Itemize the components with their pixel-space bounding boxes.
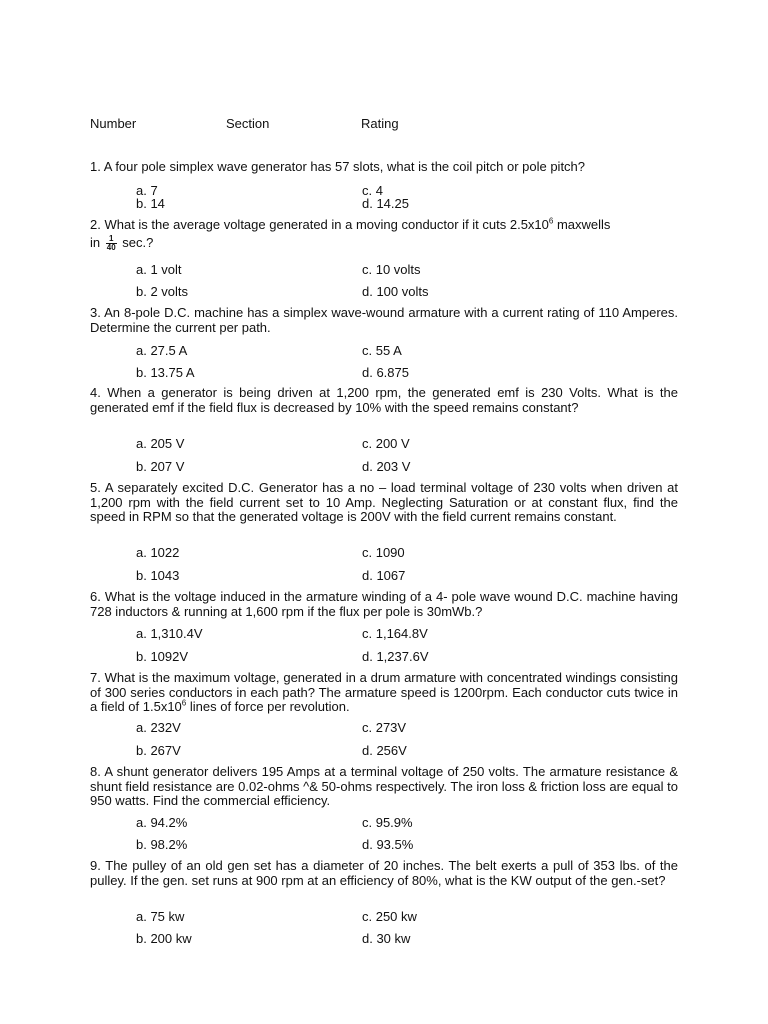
question-7	[90, 671, 678, 715]
q8-option-d: d. 93.5%	[362, 837, 414, 852]
q5-option-b: b. 1043	[136, 568, 180, 583]
question-1	[90, 160, 678, 175]
question-text: The pulley of an old gen set has a diameter of 20 inches. The belt exerts a pull of 353 lbs. of the pulley. If the gen. set runs at 900 rpm at an efficiency of 80%, what is the KW output of the gen.-set?	[90, 858, 679, 888]
q6-option-c: c. 1,164.8V	[362, 626, 428, 641]
q2-option-d: d. 100 volts	[362, 284, 429, 299]
question-text: What is the voltage induced in the armature winding of a 4- pole wave wound D.C. machine having 728 inductors & running at 1,600 rpm if the flux per pole is 30mWb.?	[90, 589, 678, 619]
q1-option-a: a. 7	[136, 183, 158, 198]
question-number: 3.	[90, 305, 101, 320]
question-text-mid: maxwells	[553, 217, 611, 232]
question-number: 5.	[90, 480, 101, 495]
q4-option-c: c. 200 V	[362, 436, 410, 451]
q1-option-c: c. 4	[362, 183, 383, 198]
q9-option-d: d. 30 kw	[362, 931, 411, 946]
rating-label: Rating	[361, 116, 399, 131]
q3-option-c: c. 55 A	[362, 343, 402, 358]
q8-option-b: b. 98.2%	[136, 837, 188, 852]
q3-option-a: a. 27.5 A	[136, 343, 188, 358]
question-9	[90, 859, 678, 888]
question-text: When a generator is being driven at 1,200 rpm, the generated emf is 230 Volts. What is the generated emf if the field flux is decreased by 10% with the speed remains constant?	[90, 385, 678, 415]
q9-option-b: b. 200 kw	[136, 931, 192, 946]
q5-option-c: c. 1090	[362, 545, 405, 560]
superscript: 6	[548, 216, 554, 226]
q1-option-d: d. 14.25	[362, 196, 409, 211]
q3-option-d: d. 6.875	[362, 365, 409, 380]
question-number: 6.	[90, 589, 101, 604]
question-number: 9.	[90, 858, 101, 873]
question-text: What is the maximum voltage, generated in a drum armature with concentrated windings consisting of 300 series conductors in each path? The armature speed is 1200rpm. Each conductor cuts twice in a field of 1.5x10	[90, 670, 678, 714]
q8-option-a: a. 94.2%	[136, 815, 188, 830]
q8-option-c: c. 95.9%	[362, 815, 413, 830]
q4-option-b: b. 207 V	[136, 459, 185, 474]
q6-option-d: d. 1,237.6V	[362, 649, 429, 664]
q5-option-d: d. 1067	[362, 568, 406, 583]
question-text: An 8-pole D.C. machine has a simplex wave-wound armature with a current rating of 110 Amperes. Determine the current per path.	[90, 305, 678, 335]
question-text: A shunt generator delivers 195 Amps at a terminal voltage of 250 volts. The armature resistance & shunt field resistance are 0.02-ohms ^& 50-ohms respectively. The iron loss & friction loss are equal to 950 watts. Find the commercial efficiency.	[90, 764, 679, 808]
q9-option-c: c. 250 kw	[362, 909, 417, 924]
question-text-post: sec.?	[122, 234, 154, 250]
question-number: 2.	[90, 217, 101, 232]
section-label: Section	[226, 116, 270, 131]
fraction-numerator: 1	[106, 235, 117, 244]
q6-option-b: b. 1092V	[136, 649, 189, 664]
q4-option-a: a. 205 V	[136, 436, 185, 451]
question-2	[90, 218, 678, 252]
question-3	[90, 306, 678, 335]
question-number: 7.	[90, 670, 101, 685]
q1-option-b: b. 14	[136, 196, 165, 211]
q3-option-b: b. 13.75 A	[136, 365, 195, 380]
q7-option-d: d. 256V	[362, 743, 407, 758]
q2-option-c: c. 10 volts	[362, 262, 421, 277]
question-number: 4.	[90, 385, 101, 400]
q2-option-a: a. 1 volt	[136, 262, 182, 277]
q6-option-a: a. 1,310.4V	[136, 626, 203, 641]
question-text: A four pole simplex wave generator has 57 slots, what is the coil pitch or pole pitch?	[103, 159, 586, 174]
question-text: What is the average voltage generated in a moving conductor if it cuts 2.5x10	[104, 217, 549, 232]
question-4	[90, 386, 678, 415]
question-8	[90, 765, 678, 809]
question-5	[90, 481, 678, 525]
fraction	[106, 235, 117, 252]
question-text: A separately excited D.C. Generator has a no – load terminal voltage of 230 volts when driven at 1,200 rpm with the field current set to 10 Amp. Neglecting Saturation or at constant flux, find the speed in RPM so that the generated voltage is 200V with the field current remains constant.	[90, 480, 678, 524]
question-number: 1.	[90, 159, 101, 174]
q9-option-a: a. 75 kw	[136, 909, 185, 924]
q7-option-a: a. 232V	[136, 720, 181, 735]
question-6	[90, 590, 678, 619]
fraction-denominator: 40	[106, 242, 116, 252]
q2-option-b: b. 2 volts	[136, 284, 189, 299]
superscript: 6	[181, 698, 187, 708]
question-text-post: lines of force per revolution.	[186, 699, 350, 714]
q7-option-b: b. 267V	[136, 743, 181, 758]
question-text-in: in	[90, 234, 101, 250]
q4-option-d: d. 203 V	[362, 459, 411, 474]
q5-option-a: a. 1022	[136, 545, 180, 560]
q7-option-c: c. 273V	[362, 720, 407, 735]
question-number: 8.	[90, 764, 101, 779]
number-label: Number	[90, 116, 137, 131]
